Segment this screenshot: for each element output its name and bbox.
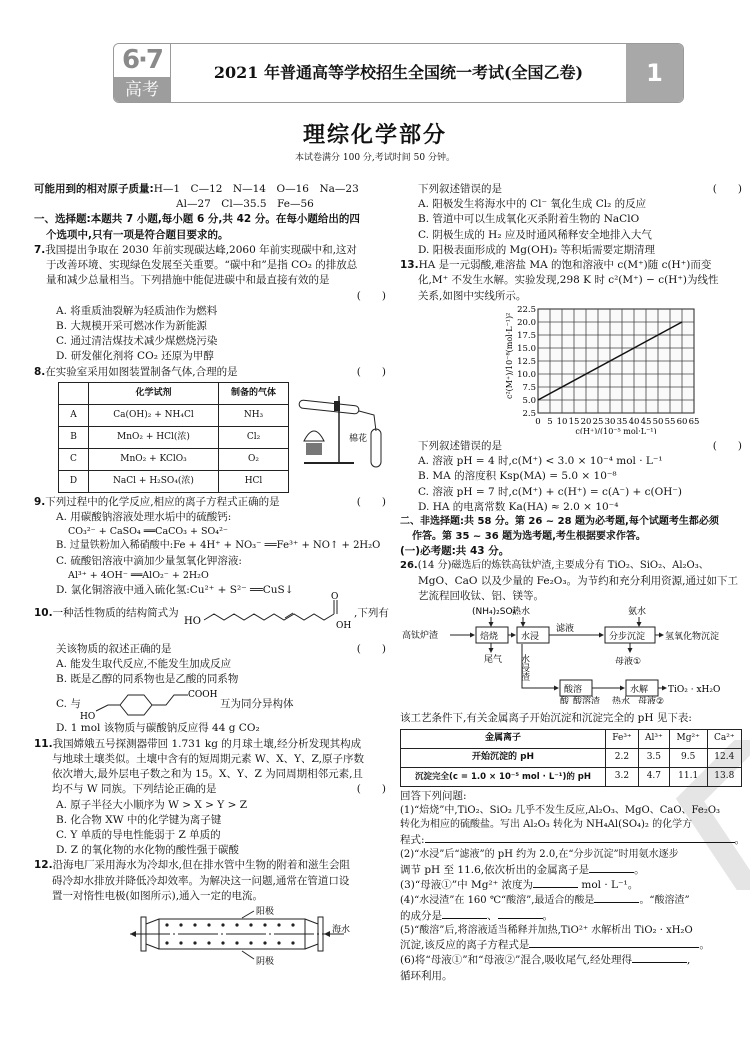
option-c: C. 溶液 pH = 7 时,c(M⁺) + c(H⁺) = c(A⁻) + c(OH⁻) [418,485,683,498]
q11-line: 依次增大,最外层电子数之和为 15。X、Y、Z 为同周期相邻元素,且 [52,768,363,781]
svg-text:7.5: 7.5 [522,382,536,393]
table-row: 沉淀完全(c = 1.0 × 10⁻⁵ mol · L⁻¹)的 pH 3.2 4.7 11.1 13.8 [401,767,742,786]
svg-text:35: 35 [616,416,628,427]
svg-text:30: 30 [604,416,616,427]
question-number: 10. [34,606,53,619]
option-b: B. 管道中可以生成氧化灭杀附着生物的 NaClO [418,213,640,226]
option-c-equation: Al³⁺ + 4OH⁻ ══AlO₂⁻ + 2H₂O [68,569,209,581]
svg-text:母液②: 母液② [638,697,665,705]
atomic-masses-label: 可能用到的相对原子质量: [34,183,154,195]
svg-text:25: 25 [592,416,604,427]
left-column [34,182,389,973]
answer-blank[interactable] [594,893,639,903]
question-number: 11. [34,737,53,750]
svg-text:COOH: COOH [188,690,218,701]
sub-question-5: (5)“酸溶”后,将溶液适当稀释并加热,TiO²⁺ 水解析出 TiO₂ · xH₂O [400,924,693,936]
answer-blank[interactable] [498,909,543,919]
sub-question-2: (2)“水浸”后“滤液”的 pH 约为 2.0,在“分步沉淀”时用氨水逐步 [400,849,679,861]
answer-blank[interactable] [529,938,699,948]
svg-text:50: 50 [652,416,664,427]
question-number: 26. [400,560,418,572]
option-b: B. MA 的溶度积 Ksp(MA) = 5.0 × 10⁻⁸ [418,470,617,483]
answer-intro: 回答下列问题: [400,789,467,802]
watermark-logo [670,740,750,890]
answer-paren: ( ) [356,365,386,378]
exam-subtitle: 本试卷满分 100 分,考试时间 50 分钟。 [295,153,455,163]
question-26: 26.(14 分)磁选后的炼铁高钛炉渣,主要成分有 TiO₂、SiO₂、Al₂O₃、 MgO、CaO 以及少量的 Fe₂O₃。为节约和充分利用资源,通过如下工 艺流程回收钛、铝、镁等。 (NH₄)₂SO₄ 热水 氨水 高钛炉渣 焙烧 水浸 滤液 分步沉淀 氢氧化物沉淀 尾气 母液① 水浸渣 酸溶 水解 TiO₂ · xH₂O 酸 酸溶渣 热水 母液② 该工艺条件下,有关金属离子开始沉淀和沉淀完全的 pH 见下表: 金属离子 Fe³⁺ Al³⁺ Mg²⁺ Ca²⁺ 开始沉淀的 pH 2.2 3.5 9.5 12.4 沉淀完全(c = 1.0 × 10⁻⁵ mol · L⁻¹)的 pH 3.2 4.7 11.1 13.8 回答下列问题: (1)“焙烧”中,TiO₂、SiO₂ 几乎不发生反应,Al₂O₃、MgO、CaO、Fe₂O₃ 转化为相应的硫酸盐。写出 Al₂O₃ 转化为 NH₄Al(SO₄)₂ 的化学方 程式: 。 (2)“水浸”后“滤液”的 pH 约为 2.0,在“分步沉淀”时用氨水逐步 调节 pH 至 11.6,依次析出的金属离子是 。 (3)“母液①”中 Mg²⁺ 浓度为 mol · L⁻¹。 (4)“水浸渣”在 160 ℃“酸溶”,最适合的酸是 。“酸溶渣” 的成分是 、 。 (5)“酸溶”后,将溶液适当稀释并加热,TiO²⁺ 水解析出 TiO₂ · xH₂O 沉淀,该反应的离子方程式是 。 (6)将“母液①”和“母液②”混合,吸收尾气,经处理得 , 循环利用。 [400,559,742,984]
svg-text:20: 20 [580,416,592,427]
svg-text:氢氧化物沉淀: 氢氧化物沉淀 [665,632,720,643]
part1-heading: 一、选择题:本题共 7 小题,每小题 6 分,共 42 分。在每小题给出的四 [34,213,360,226]
sub-question-4-line2: 的成分是 [400,909,442,922]
question-number: 13. [400,259,419,272]
answer-blank[interactable] [589,863,634,873]
q26-line: MgO、CaO 以及少量的 Fe₂O₃。为节约和充分利用资源,通过如下工 [418,574,738,587]
answer-blank[interactable] [442,909,487,919]
option-a: A. 阳极发生将海水中的 Cl⁻ 氧化生成 Cl₂ 的反应 [418,198,647,211]
option-c: C. 阴极生成的 H₂ 应及时通风稀释安全地排入大气 [418,228,652,241]
atomic-masses [34,182,386,197]
option-b: B. 大规模开采可燃冰作为新能源 [56,319,207,332]
table-row: 开始沉淀的 pH 2.2 3.5 9.5 12.4 [401,748,742,767]
question-number: 7. [34,243,46,256]
svg-text:22.5: 22.5 [517,304,536,315]
q10-stem: 一种活性物质的结构简式为 [52,606,179,619]
svg-text:0: 0 [535,416,541,427]
option-c: C. 硫酸铝溶液中滴加少量氢氧化钾溶液: [56,554,242,567]
question-13 [400,258,742,515]
q26-line: (14 分)磁选后的炼铁高钛炉渣,主要成分有 TiO₂、SiO₂、Al₂O₃、 [417,560,709,572]
process-flow-diagram [400,604,742,704]
q7-line: 量和减少总量相当。下列措施中能促进碳中和最直接有效的是 [46,274,330,287]
table-row: D NaCl + H₂SO₄(浓) HCl [59,470,289,492]
q11-line: 均不与 W 同族。下列结论正确的是 [52,783,217,796]
sub-question-6: (6)将“母液①”和“母液②”混合,吸收尾气,经处理得 [400,954,633,967]
table-row: A Ca(OH)₂ + NH₄Cl NH₃ [59,404,289,426]
q10-stem-line2: 关该物质的叙述正确的是 [56,642,172,655]
svg-text:10: 10 [556,416,568,427]
q13-stem2: 下列叙述错误的是 [418,439,502,452]
option-a: A. 溶液 pH = 4 时,c(M⁺) < 3.0 × 10⁻⁴ mol · L⁻¹ [418,455,663,468]
part2-subheading: (一)必考题:共 43 分。 [400,545,510,558]
svg-text:12.5: 12.5 [517,356,536,367]
answer-paren: ( ) [356,642,386,655]
q8-stem: 在实验室采用如图装置制备气体,合理的是 [45,365,238,378]
answer-paren: ( ) [356,495,386,508]
option-d: D. 1 mol 该物质与碳酸钠反应得 44 g CO₂ [56,722,260,735]
svg-text:热水: 热水 [512,607,531,618]
question-12 [34,858,386,973]
answer-paren: ( ) [712,183,742,195]
publisher-logo [114,44,171,102]
svg-text:15.0: 15.0 [517,343,536,354]
svg-text:HO: HO [80,712,96,722]
option-b: B. 过量铁粉加入稀硝酸中:Fe + 4H⁺ + NO₃⁻ ══Fe³⁺ + NO↑ + 2H₂O [56,540,381,552]
svg-text:水浸: 水浸 [521,632,540,643]
option-b: B. 化合物 XW 中的化学键为离子键 [56,813,222,826]
table-header [59,382,89,404]
question-9 [34,495,386,598]
section-title: 理综化学部分 [302,123,447,148]
logo-text: 高考 [114,77,170,103]
svg-text:HO: HO [184,615,201,627]
svg-text:15: 15 [568,416,580,427]
svg-text:母液①: 母液① [615,657,642,668]
sub-question-3-unit: mol · L⁻¹。 [581,878,639,891]
question-number: 9. [34,495,46,508]
isomer-structure-diagram [78,685,218,721]
sub-question-4-cont: 。“酸溶渣” [639,895,690,907]
svg-text:c²(M⁺)/10⁻⁸(mol·L⁻¹)²: c²(M⁺)/10⁻⁸(mol·L⁻¹)² [505,312,514,399]
question-number: 8. [34,365,46,378]
part2-heading: 二、非选择题:共 58 分。第 26 ~ 28 题为必考题,每个试题考生都必须 [400,516,719,528]
option-d: D. 氯化铜溶液中通入硫化氢:Cu²⁺ + S²⁻ ══CuS↓ [56,583,294,596]
svg-text:高钛炉渣: 高钛炉渣 [402,631,439,642]
option-c-prefix: C. 与 [56,698,81,711]
q7-line: 于改善环境、实现绿色发展至关重要。“碳中和”是指 CO₂ 的排放总 [46,259,358,272]
q12-line: 沿海电厂采用海水为冷却水,但在排水管中生物的附着和滋生会阻 [52,859,350,872]
svg-text:阴极: 阴极 [256,957,275,968]
question-11 [34,737,386,859]
logo-number: 6·7 [121,45,163,75]
sub-question-6-line2: 循环利用。 [400,969,453,982]
question-10 [34,591,389,737]
q11-line: 我国嫦娥五号探测器带回 1.731 kg 的月球土壤,经分析发现其构成 [52,737,362,750]
answer-paren: ( ) [712,439,742,452]
question-8 [34,365,386,493]
page-number: 1 [626,44,683,102]
sub-question-4: (4)“水浸渣”在 160 ℃“酸溶”,最适合的酸是 [400,895,595,907]
svg-text:(NH₄)₂SO₄: (NH₄)₂SO₄ [472,607,517,618]
sub-question-1-line3: 程式: [400,833,425,846]
svg-text:5: 5 [547,416,553,427]
cotton-label: 棉花 [349,433,368,444]
svg-text:17.5: 17.5 [517,330,536,341]
option-a: A. 将重质油裂解为轻质油作为燃料 [56,304,218,317]
svg-text:氨水: 氨水 [628,607,647,618]
sub-question-5-line2: 沉淀,该反应的离子方程式是 [400,939,530,952]
table-header: 制备的气体 [219,382,289,404]
svg-text:尾气: 尾气 [484,655,503,666]
option-c: C. Y 单质的导电性能弱于 Z 单质的 [56,828,221,841]
option-a-equation: CO₃²⁻ + CaSO₄ ══CaCO₃ + SO₄²⁻ [68,526,228,538]
option-c-suffix: 互为同分异构体 [220,698,294,711]
svg-text:5.0: 5.0 [522,395,536,406]
option-d: D. 研发催化剂将 CO₂ 还原为甲醇 [56,350,214,363]
svg-text:OH: OH [336,620,352,631]
q12-stem2: 下列叙述错误的是 [418,183,502,195]
svg-text:酸: 酸 [560,697,570,705]
svg-text:2.5: 2.5 [522,408,536,419]
table-row: B MnO₂ + HCl(浓) Cl₂ [59,426,289,448]
exam-header-banner [113,43,684,103]
option-b: B. 既是乙醇的同系物也是乙酸的同系物 [56,673,239,686]
sub-question-1-line2: 转化为相应的硫酸盐。写出 Al₂O₃ 转化为 NH₄Al(SO₄)₂ 的化学方 [400,819,693,831]
table-header: 化学试剂 [89,382,219,404]
svg-text:水浸渣: 水浸渣 [519,654,529,682]
table-intro: 该工艺条件下,有关金属离子开始沉淀和沉淀完全的 pH 见下表: [400,712,692,725]
atomic-masses-line1: H—1 C—12 N—14 O—16 Na—23 [153,183,359,195]
question-12-continued [400,182,742,258]
svg-text:10.0: 10.0 [517,369,536,380]
answer-blank[interactable] [632,953,687,963]
q9-stem: 下列过程中的化学反应,相应的离子方程式正确的是 [45,495,280,508]
svg-text:40: 40 [628,416,640,427]
sub-question-2-line2: 调节 pH 至 11.6,依次析出的金属离子是 [400,863,590,876]
svg-text:65: 65 [688,416,700,427]
svg-text:20.0: 20.0 [517,317,536,328]
q26-line: 艺流程回收钛、铝、镁等。 [418,590,544,602]
svg-text:60: 60 [676,416,688,427]
svg-text:滤液: 滤液 [556,624,575,635]
svg-text:c(H⁺)/(10⁻⁵ mol·L⁻¹): c(H⁺)/(10⁻⁵ mol·L⁻¹) [575,426,657,434]
svg-text:酸溶渣: 酸溶渣 [573,697,601,705]
reagent-table [58,382,289,493]
svg-text:焙烧: 焙烧 [480,632,499,643]
answer-paren: ( ) [356,783,386,796]
option-c: C. 通过清洁煤技术减少煤燃烧污染 [56,335,218,348]
sub-question-1: (1)“焙烧”中,TiO₂、SiO₂ 几乎不发生反应,Al₂O₃、MgO、CaO、Fe₂O₃ [400,804,721,816]
atomic-masses-line2: Al—27 Cl—35.5 Fe—56 [176,198,314,211]
question-number: 12. [34,859,53,872]
option-a: A. 原子半径大小顺序为 W > X > Y > Z [56,798,248,811]
q12-line: 碍冷却水排放并降低冷却效率。为解决这一问题,通常在管道口设 [52,874,350,887]
svg-text:水解: 水解 [630,685,649,696]
option-a: A. 能发生取代反应,不能发生加成反应 [56,657,232,670]
svg-text:热水: 热水 [612,697,631,705]
electrode-pipe-figure [34,904,386,968]
answer-paren: ( ) [356,289,386,302]
q10-stem-after: ,下列有 [354,606,389,619]
svg-text:45: 45 [640,416,652,427]
answer-blank[interactable] [533,878,578,888]
q13-line: HA 是一元弱酸,难溶盐 MA 的饱和溶液中 c(M⁺)随 c(H⁺)而变 [418,259,712,272]
svg-text:O: O [331,591,339,602]
line-chart [400,304,742,434]
structure-formula-diagram [184,592,354,632]
option-d: D. HA 的电离常数 Ka(HA) ≈ 2.0 × 10⁻⁴ [418,500,619,513]
svg-text:海水: 海水 [332,925,351,936]
option-a: A. 用碳酸钠溶液处理水垢中的硫酸钙: [56,511,232,524]
option-d: D. Z 的氧化物的水化物的酸性强于碳酸 [56,844,239,857]
q13-line: 关系,如图中实线所示。 [418,289,527,302]
part2-heading-2: 作答。第 35 ~ 36 题为选考题,考生根据要求作答。 [412,530,646,542]
q7-line: 我国提出争取在 2030 年前实现碳达峰,2060 年前实现碳中和,这对 [45,243,357,256]
table-header-row: 金属离子 Fe³⁺ Al³⁺ Mg²⁺ Ca²⁺ [401,729,742,748]
svg-text:分步沉淀: 分步沉淀 [609,632,646,643]
svg-text:酸溶: 酸溶 [564,685,583,696]
option-d: D. 阳极表面形成的 Mg(OH)₂ 等积垢需要定期清理 [418,243,656,256]
q11-line: 与地球土壤类似。土壤中含有的短周期元素 W、X、Y、Z,原子序数 [52,752,364,765]
q12-line: 置一对惰性电极(如图所示),通入一定的电流。 [52,889,264,902]
sub-question-3: (3)“母液①”中 Mg²⁺ 浓度为 [400,878,534,891]
q13-line: 化,M⁺ 不发生水解。实验发现,298 K 时 c²(M⁺) − c(H⁺)为线性 [418,274,719,287]
gas-apparatus-figure [294,391,414,471]
svg-text:TiO₂ · xH₂O: TiO₂ · xH₂O [668,685,721,696]
svg-text:阳极: 阳极 [256,907,275,918]
exam-title: 2021 年普通高等学校招生全国统一考试(全国乙卷) [213,63,584,83]
question-7 [34,243,386,365]
table-row: C MnO₂ + KClO₃ O₂ [59,448,289,470]
svg-text:55: 55 [664,416,676,427]
option-c [34,687,386,721]
part1-heading-2: 个选项中,只有一项是符合题目要求的。 [46,228,229,241]
